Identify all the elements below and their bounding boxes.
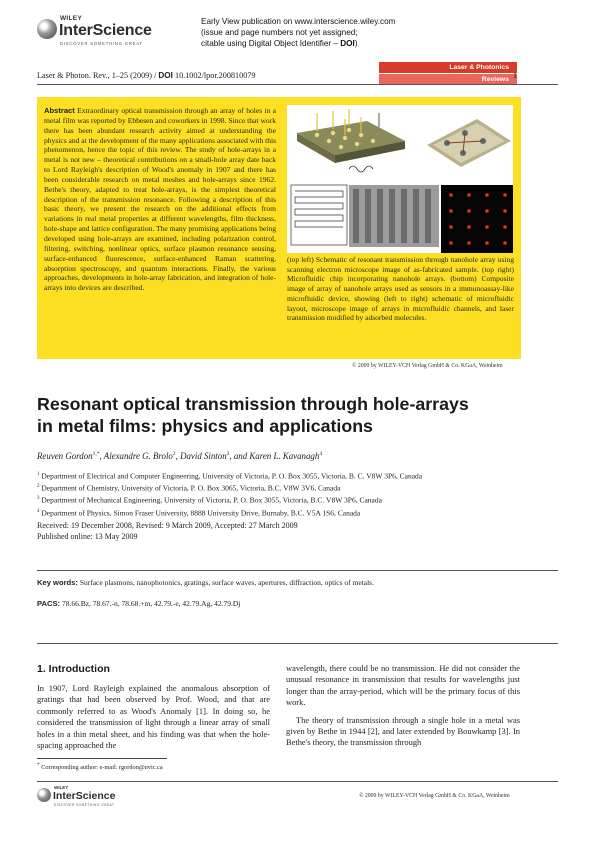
affiliation: $^2$ Department of Chemistry, University of Victoria, P. O. Box 3065, Victoria, B.C. V8W 3V6, Canada (37, 483, 341, 493)
received-dates: Received: 19 December 2008, Revised: 9 March 2009, Accepted: 27 March 2009 (37, 521, 298, 530)
abstract-text: Abstract Extraordinary optical transmission through an array of holes in a metal film was reported by Ebbesen and coworkers in 1998. Since that work there has been abundant research activity aimed at understanding the physics and at the development of the many applications associated with this phenomenon, hence the topic of this review. The study of hole-arrays in a metal is not new – theoretical contributions on a small-hole array date back to Lord Rayleigh's description of Wood's anomaly in 1907 and there has been considerable research on metal meshes and hole-arrays since 1962. Bethe's theory, adapted to treat hole-arrays, is the simplest theoretical description of the transmission resonance. Following a description of this basic theory, we present the research on the additional effects from variations in real metal properties at different wavelengths, film thickness, hole-shape and lattice configuration. The many promising applications being developed using hole-arrays are examined, including polarization control, filtering, switching, nonlinear optics, surface plasmon resonance sensing, surface-enhanced fluorescence, surface-enhanced Raman scattering, absorption spectroscopy, and quantum interactions. Finally, the various approaches, developments in hole-array fabrication, and integration of hole-arrays into devices are described. (44, 106, 277, 293)
badge-bottom: Reviews (379, 74, 517, 85)
early-view-notice (201, 16, 461, 49)
journal-badge (379, 62, 517, 86)
graphical-abstract-figure (287, 105, 513, 253)
body-column-left (37, 683, 270, 751)
footer-logo-sphere-icon (37, 788, 51, 802)
footer-copyright: © 2009 by WILEY-VCH Verlag GmbH & Co. KGaA, Weinheim (359, 793, 510, 799)
footer-interscience-logo: WILEY InterScience DISCOVER SOMETHING GREAT (37, 785, 157, 807)
author: David Sinton (180, 451, 227, 461)
author-list: Reuven Gordon$^{1,*}$, Alexandre G. Brolo$^2$, David Sinton$^3$, and Karen L. Kavanagh$^4$ (37, 451, 323, 461)
affiliation: $^4$ Department of Physics, Simon Fraser University, 8888 University Drive, Burnaby, B.C. V5A 1S6, Canada (37, 508, 361, 518)
paragraph: In 1907, Lord Rayleigh explained the anomalous absorption of gratings that had been observed by Prof. Wood, and that are commonly referred to as Wood's Anomaly [1]. In doing so, he considered the transmission of light through a linear array of small holes in a thin metal sheet, and his finding was that when the hole-spacing approached the (37, 683, 270, 751)
author: Alexandre G. Brolo (103, 451, 173, 461)
keywords-rule-top (37, 570, 558, 571)
early-view-line2: (issue and page numbers not yet assigned; (201, 28, 358, 37)
page-number: 1 (513, 71, 518, 80)
paragraph: wavelength, there could be no transmission. He did not consider the unusual resonance in transmission that results for wavelengths just longer than the array-period, which will be the primary focus of this work. (286, 663, 520, 708)
affiliation: $^1$ Department of Electrical and Computer Engineering, University of Victoria, P. O. Box 3055, Victoria, B. C. V8W 3P6, Canada (37, 471, 423, 481)
article-dates (37, 521, 298, 542)
figure-caption: (top left) Schematic of resonant transmission through nanohole array using scanning electron microscope image of as-fabricated sample. (top right) Microfluidic chip incorporating nanohole arrays. (bottom) Composite image of array of nanohole arrays used as sensors in a immunoassay-like microfluidic device, showing (left to right) schematic of microfluidic layout, microscope image of arrays in microfluidic channels, and laser transmission modified by adsorbed molecules. (287, 255, 514, 323)
badge-top: Laser & Photonics (379, 62, 517, 73)
figure-composite (287, 105, 513, 253)
affiliations (37, 470, 567, 519)
footer-rule (37, 781, 558, 782)
journal-citation: Laser & Photon. Rev., 1–25 (2009) / DOI 10.1002/lpor.200810079 (37, 71, 256, 80)
section-heading: 1. Introduction (37, 663, 110, 675)
keywords: Key words: Surface plasmons, nanophotonics, gratings, surface waves, apertures, diffraction, optics of metals. (37, 578, 374, 587)
doi-label: DOI (158, 71, 173, 80)
header-rule (37, 84, 558, 85)
author: Karen L. Kavanagh (249, 451, 320, 461)
logo-name: InterScience (59, 22, 152, 39)
abstract-copyright: © 2009 by WILEY-VCH Verlag GmbH & Co. KGaA, Weinheim (352, 363, 503, 369)
logo-wiley: WILEY (60, 15, 83, 22)
logo-tagline: DISCOVER SOMETHING GREAT (60, 41, 143, 46)
early-view-line1: Early View publication on www.interscience.wiley.com (201, 17, 396, 26)
logo-sphere-icon (37, 19, 57, 39)
author: Reuven Gordon (37, 451, 93, 461)
abstract-label: Abstract (44, 106, 75, 115)
body-column-right (286, 663, 520, 749)
paragraph: The theory of transmission through a single hole in a metal was given by Bethe in 1944 [2], and later extended by Bouwkamp [3]. In Bethe's theory, the transmission through (286, 714, 520, 748)
keywords-rule-bottom (37, 643, 558, 644)
article-title: Resonant optical transmission through hole-arrays in metal films: physics and applications (37, 394, 469, 436)
doi-value: 10.1002/lpor.200810079 (172, 71, 256, 80)
corresponding-author-footnote: * Corresponding author: e-mail: rgordon@uvic.ca (37, 762, 163, 772)
published-date: Published online: 13 May 2009 (37, 531, 138, 541)
interscience-logo (37, 14, 187, 46)
footnote-rule (37, 758, 167, 759)
affiliation: $^3$ Department of Mechanical Engineering, University of Victoria, P. O. Box 3055, Victoria, B.C. V8W 3P6, Canada (37, 495, 382, 505)
pacs-codes: PACS: 78.66.Bz, 78.67.-n, 78.68.+m, 42.79.-e, 42.79.Ag, 42.79.Dj (37, 599, 241, 608)
early-view-line3: citable using Digital Object Identifier – DOI) (201, 39, 358, 48)
